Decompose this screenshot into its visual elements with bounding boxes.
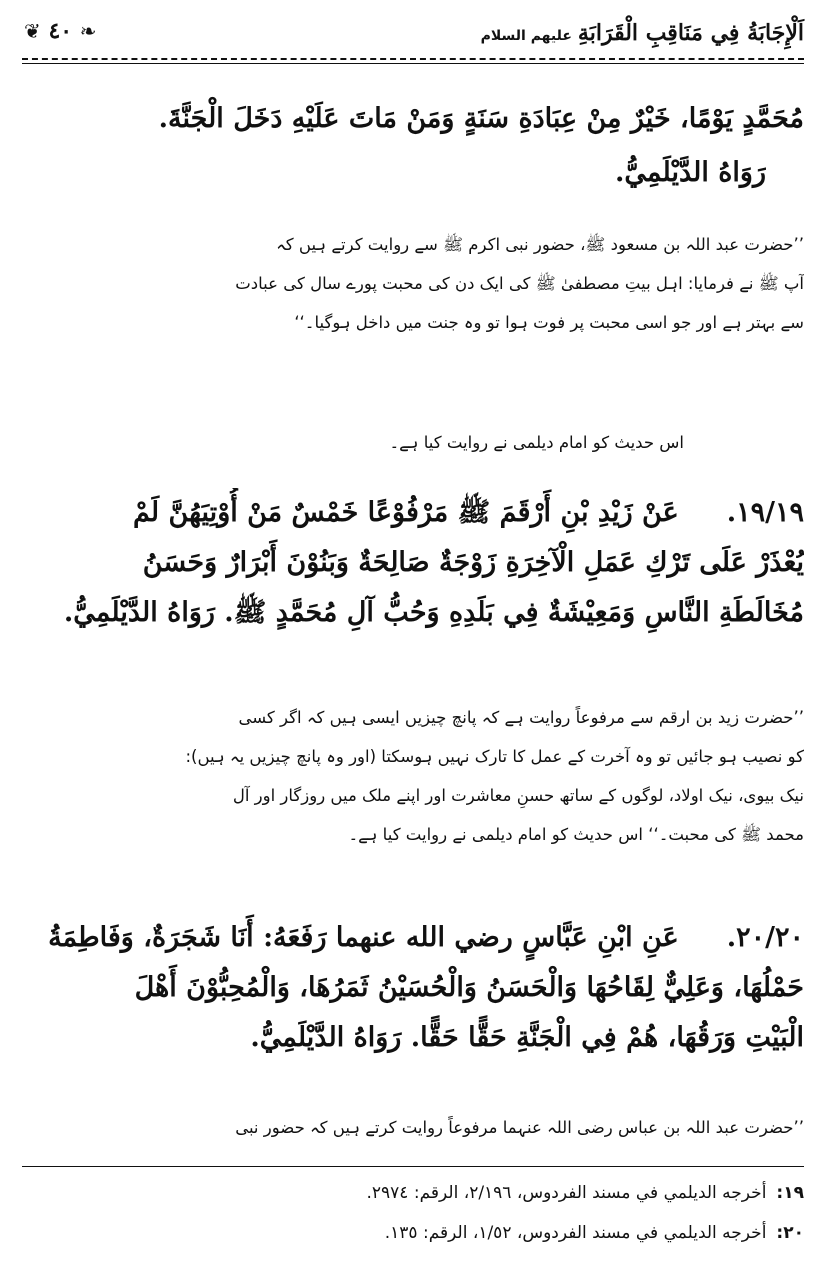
hadith-19-arabic (22, 488, 804, 638)
hadith-20-translation (22, 1108, 804, 1147)
footnote (367, 1178, 805, 1208)
header-rule (22, 63, 804, 64)
arabic-line: مُحَمَّدٍ يَوْمًا، خَيْرٌ مِنْ عِبَادَةِ سَنَةٍ وَمَنْ مَاتَ عَلَيْهِ دَخَلَ الْجَنَّةَ. (158, 103, 804, 134)
urdu-note: اس حدیث کو امام دیلمی نے روایت کیا ہے۔ (389, 433, 684, 452)
hadith-20-arabic (22, 913, 804, 1063)
footnote (385, 1218, 804, 1248)
arabic-line (22, 913, 804, 963)
hadith-19-translation (22, 698, 804, 854)
page-header (22, 18, 804, 54)
continuation-arabic (22, 94, 804, 144)
footnote-text: أخرجه الديلمي في مسند الفردوس، ٢/١٩٦، الرقم: ٢٩٧٤. (366, 1183, 767, 1203)
arabic-line (22, 488, 804, 538)
urdu-line: ’’حضرت عبد اللہ بن مسعود ﷺ، حضور نبی اکرم ﷺ سے روایت کرتے ہیں کہ (276, 235, 804, 254)
arabic-line: يُعْذَرْ عَلَى تَرْكِ عَمَلِ الْآخِرَةِ زَوْجَةٌ صَالِحَةٌ وَبَنُوْنَ أَبْرَارٌ وَحَسَنُ (142, 547, 804, 578)
arabic-line: مُخَالَطَةِ النَّاسِ وَمَعِيْشَةٌ فِي بَلَدِهِ وَحُبُّ آلِ مُحَمَّدٍ ﷺ. رَوَاهُ الدَّيْلَمِيُّ. (63, 597, 804, 628)
continuation-translation (22, 225, 804, 342)
arabic-line: الْبَيْتِ وَرَقُهَا، هُمْ فِي الْجَنَّةِ حَقًّا حَقًّا. رَوَاهُ الدَّيْلَمِيُّ. (250, 1022, 804, 1053)
urdu-line: سے بہتر ہے اور جو اسی محبت پر فوت ہوا تو وہ جنت میں داخل ہوگیا۔‘‘ (294, 313, 804, 332)
arabic-text: عَنِ ابْنِ عَبَّاسٍ رضي الله عنهما رَفَعَهُ: أَنَا شَجَرَةٌ، وَفَاطِمَةُ (48, 922, 679, 953)
urdu-line: ’’حضرت زید بن ارقم سے مرفوعاً روایت ہے کہ پانچ چیزیں ایسی ہیں کہ اگر کسی (238, 708, 804, 727)
continuation-narration (22, 148, 804, 198)
footnote-number: ١٩: (776, 1183, 804, 1203)
urdu-line: ’’حضرت عبد اللہ بن عباس رضی اللہ عنہما مرفوعاً روایت کرتے ہیں کہ حضور نبی (235, 1118, 804, 1137)
urdu-line: محمد ﷺ کی محبت۔‘‘ اس حدیث کو امام دیلمی نے روایت کیا ہے۔ (348, 825, 804, 844)
running-title-text: اَلْإِجَابَةُ فِي مَنَاقِبِ الْقَرَابَةِ (577, 20, 804, 46)
footnote-rule (22, 1166, 804, 1167)
arabic-line: حَمْلُهَا، وَعَلِيٌّ لِقَاحُهَا وَالْحَسَنُ وَالْحُسَيْنُ ثَمَرُهَا، وَالْمُحِبُّوْنَ أَهْلَ (134, 972, 804, 1003)
book-page (22, 18, 804, 1258)
footnote-text: أخرجه الديلمي في مسند الفردوس، ١/٥٢، الرقم: ١٣٥. (384, 1223, 767, 1243)
ornament-left-icon: ❦ (24, 19, 41, 43)
footnote-number: ٢٠: (776, 1223, 804, 1243)
page-number-box (24, 18, 97, 44)
page-number: ٤٠ (48, 18, 73, 44)
running-title (481, 20, 804, 46)
ornament-right-icon: ❧ (79, 19, 97, 43)
continuation-note (22, 423, 804, 462)
hadith-number: ١٩/١٩. (726, 497, 804, 528)
urdu-line: کو نصیب ہو جائیں تو وہ آخرت کے عمل کا تارک نہیں ہوسکتا (اور وہ پانچ چیزیں یہ ہیں): (185, 747, 804, 766)
arabic-text: عَنْ زَيْدِ بْنِ أَرْقَمَ ﷺ مَرْفُوْعًا خَمْسٌ مَنْ أُوْتِيَهُنَّ لَمْ (132, 497, 679, 528)
header-dashed-rule (22, 58, 804, 60)
narration-text: رَوَاهُ الدَّيْلَمِيُّ. (615, 157, 766, 188)
running-title-suffix: عليهم السلام (480, 28, 572, 44)
hadith-number: ٢٠/٢٠. (726, 922, 804, 953)
urdu-line: آپ ﷺ نے فرمایا: اہل بیتِ مصطفیٰ ﷺ کی ایک دن کی محبت پورے سال کی عبادت (235, 274, 804, 293)
urdu-line: نیک بیوی، نیک اولاد، لوگوں کے ساتھ حسنِ معاشرت اور اپنے ملک میں روزگار اور آل (232, 786, 804, 805)
